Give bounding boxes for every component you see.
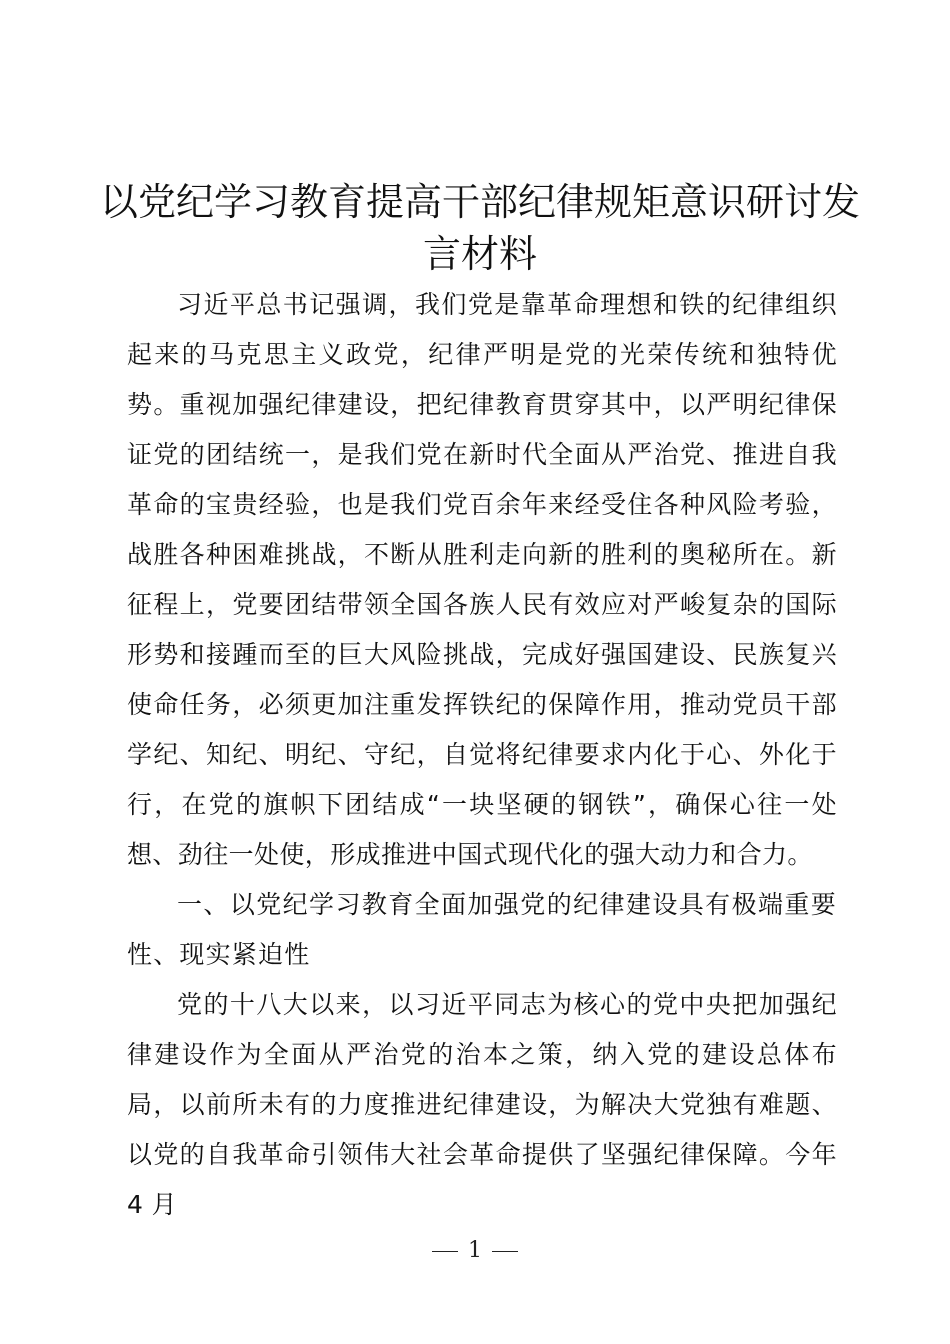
- page-footer: [0, 1236, 950, 1266]
- footer-dash-right: [492, 1251, 518, 1252]
- body-paragraph-section-1: 党的十八大以来，以习近平同志为核心的党中央把加强纪律建设作为全面从严治党的治本之策，纳入党的建设总体布局，以前所未有的力度推进纪律建设，为解决大党独有难题、以党的自我革命引领伟大社会革命提供了坚强纪律保障。今年 4 月: [127, 990, 837, 1219]
- document-body: [127, 280, 837, 1230]
- page-number: 1: [468, 1238, 482, 1263]
- footer-dash-left: [432, 1251, 458, 1252]
- body-paragraph-intro: 习近平总书记强调，我们党是靠革命理想和铁的纪律组织起来的马克思主义政党，纪律严明是党的光荣传统和独特优势。重视加强纪律建设，把纪律教育贯穿其中，以严明纪律保证党的团结统一，是我们党在新时代全面从严治党、推进自我革命的宝贵经验，也是我们党百余年来经受住各种风险考验，战胜各种困难挑战，不断从胜利走向新的胜利的奥秘所在。新征程上，党要团结带领全国各族人民有效应对严峻复杂的国际形势和接踵而至的巨大风险挑战，完成好强国建设、民族复兴使命任务，必须更加注重发挥铁纪的保障作用，推动党员干部学纪、知纪、明纪、守纪，自觉将纪律要求内化于心、外化于行，在党的旗帜下团结成“一块坚硬的钢铁”，确保心往一处想、劲往一处使，形成推进中国式现代化的强大动力和合力。: [127, 290, 837, 869]
- section-heading-1: 一、以党纪学习教育全面加强党的纪律建设具有极端重要性、现实紧迫性: [127, 890, 837, 969]
- document-title: 以党纪学习教育提高干部纪律规矩意识研讨发言材料: [100, 180, 861, 276]
